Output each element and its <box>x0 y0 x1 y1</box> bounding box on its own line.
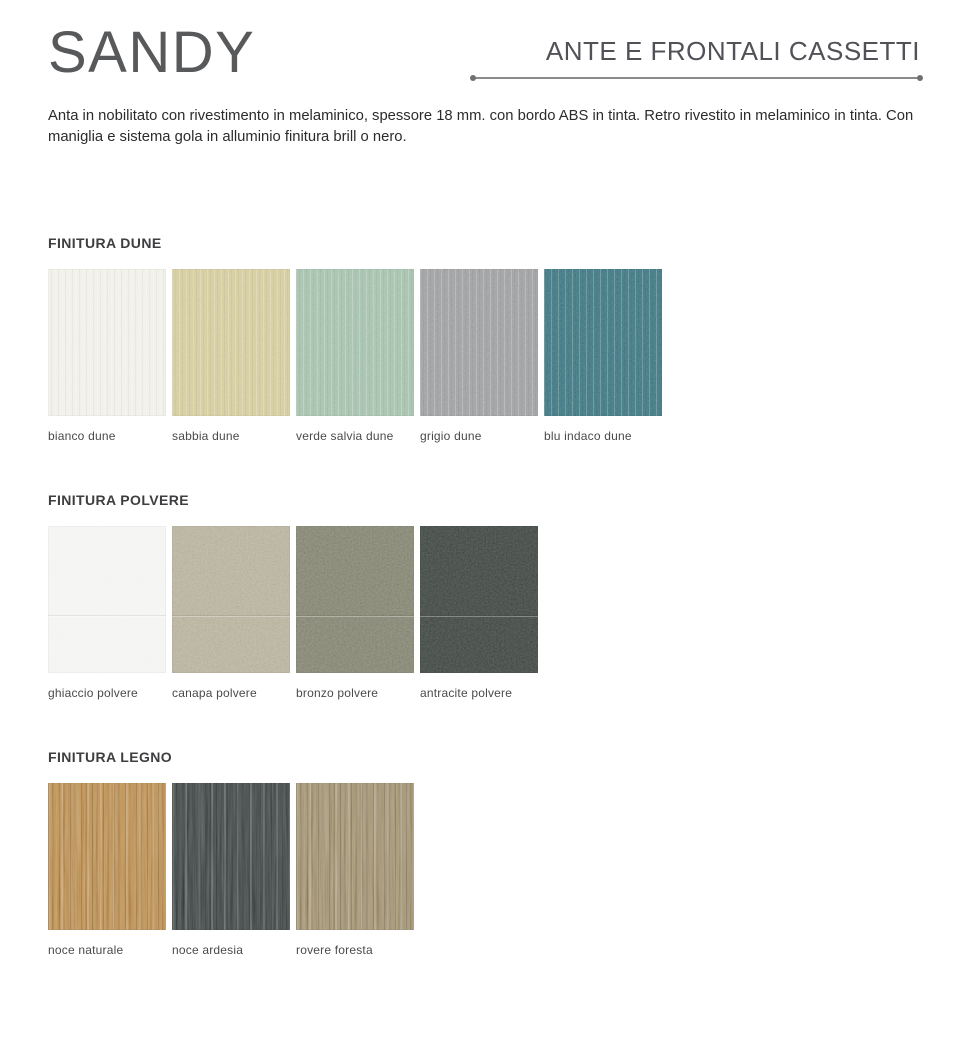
finish-sample <box>296 526 414 673</box>
texture-overlay <box>296 269 414 416</box>
finish-section <box>48 492 920 700</box>
finish-sample <box>48 526 166 673</box>
finish-sample <box>296 783 414 930</box>
finish-swatch <box>48 269 166 443</box>
finish-swatch <box>172 269 290 443</box>
swatch-row <box>48 269 920 443</box>
finish-sample <box>420 526 538 673</box>
swatch-label: noce ardesia <box>172 942 244 957</box>
page-subtitle: ANTE E FRONTALI CASSETTI <box>545 36 920 66</box>
subtitle-block <box>473 36 920 79</box>
finish-sample <box>296 269 414 416</box>
finish-section <box>48 749 920 957</box>
swatch-label: ghiaccio polvere <box>48 685 138 700</box>
rule-endpoint-dot-right <box>917 75 923 81</box>
swatch-row <box>48 526 920 700</box>
finish-sample <box>172 269 290 416</box>
texture-overlay <box>172 526 290 673</box>
texture-overlay <box>544 269 662 416</box>
finish-sample <box>544 269 662 416</box>
texture-overlay <box>48 526 166 673</box>
page-header <box>48 20 920 85</box>
swatch-label: blu indaco dune <box>544 428 632 443</box>
finish-sections <box>48 235 920 957</box>
section-heading: FINITURA DUNE <box>48 234 162 251</box>
texture-overlay <box>296 783 414 930</box>
texture-overlay <box>296 526 414 673</box>
finish-section <box>48 235 920 443</box>
finish-swatch <box>420 269 538 443</box>
finish-swatch <box>172 783 290 957</box>
product-description: Anta in nobilitato con rivestimento in melaminico, spessore 18 mm. con bordo ABS in tinta. Retro rivestito in melaminico in tinta. Con maniglia e sistema gola in alluminio finitura brill o nero. <box>48 108 914 146</box>
swatch-label: noce naturale <box>48 942 124 957</box>
texture-overlay <box>48 269 166 416</box>
texture-overlay <box>48 783 166 930</box>
finish-sample <box>172 526 290 673</box>
finish-swatch <box>296 526 414 700</box>
swatch-label: canapa polvere <box>172 685 257 700</box>
texture-overlay <box>172 783 290 930</box>
finish-swatch <box>296 783 414 957</box>
swatch-label: antracite polvere <box>420 685 513 700</box>
subtitle-rule <box>473 77 920 79</box>
finish-sample <box>48 783 166 930</box>
swatch-label: bianco dune <box>48 428 116 443</box>
page-title: SANDY <box>48 20 256 85</box>
finish-swatch <box>420 526 538 700</box>
swatch-label: sabbia dune <box>172 428 240 443</box>
swatch-label: rovere foresta <box>296 942 373 957</box>
finish-swatch <box>296 269 414 443</box>
rule-endpoint-dot-left <box>470 75 476 81</box>
swatch-row <box>48 783 920 957</box>
finish-swatch <box>48 526 166 700</box>
finish-swatch <box>48 783 166 957</box>
finish-swatch <box>172 526 290 700</box>
swatch-label: bronzo polvere <box>296 685 379 700</box>
section-heading: FINITURA POLVERE <box>48 491 189 508</box>
texture-overlay <box>172 269 290 416</box>
finish-swatch <box>544 269 662 443</box>
texture-overlay <box>420 269 538 416</box>
section-heading: FINITURA LEGNO <box>48 748 173 765</box>
finish-sample <box>172 783 290 930</box>
swatch-label: grigio dune <box>420 428 482 443</box>
texture-overlay <box>420 526 538 673</box>
finish-sample <box>48 269 166 416</box>
swatch-label: verde salvia dune <box>296 428 394 443</box>
finish-sample <box>420 269 538 416</box>
